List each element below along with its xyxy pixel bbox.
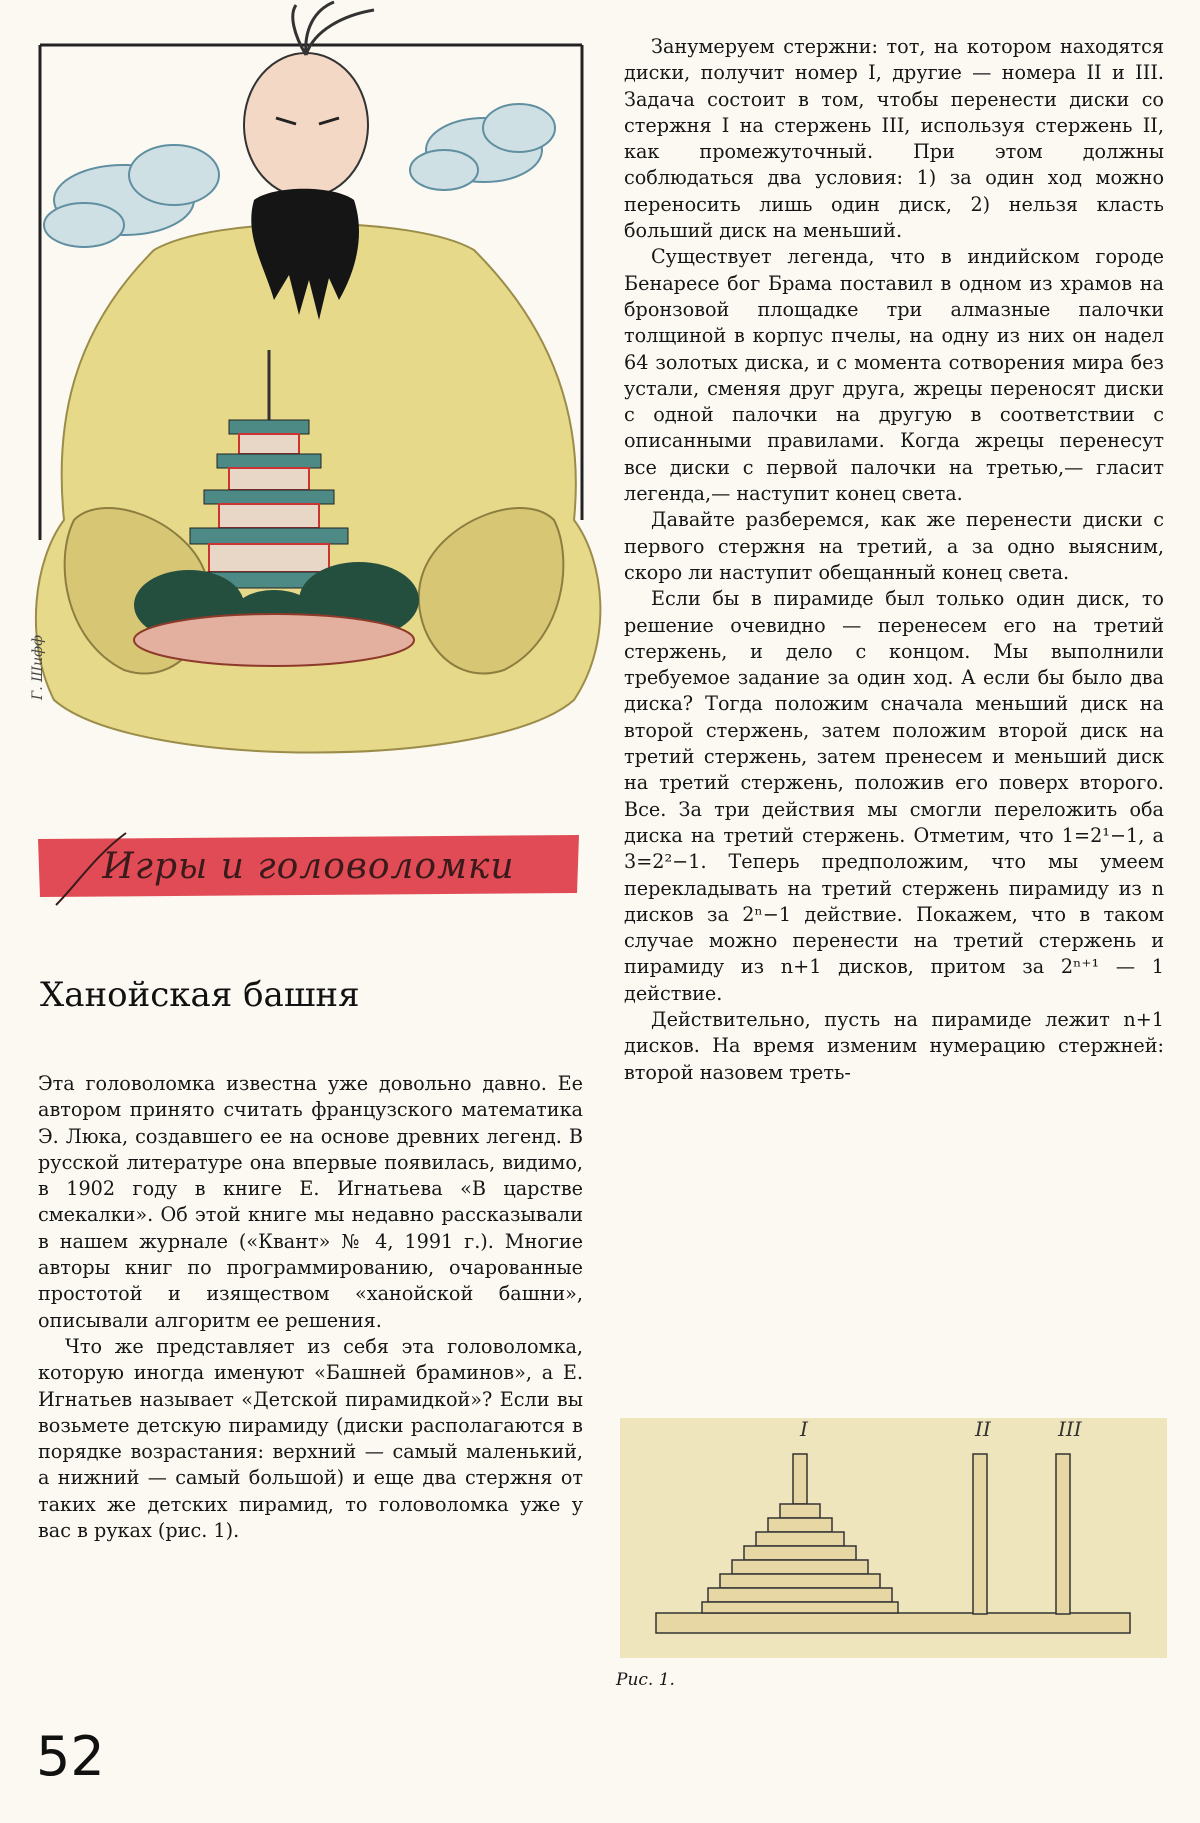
paragraph: Существует легенда, что в индийском городе Бенаресе бог Брама поставил в одном из храмов на бронзовой площадке три алмазные палочки толщиной в корпус пчелы, на одну из них он надел 64 золотых диска, и с момента сотворения мира без устали, сменяя друг друга, жрецы переносят диски с одной палочки на другую в соответствии с описанными правилами. Когда жрецы перенесут все диски с первой палочки на третью,— гласит легенда,— наступит конец света. [624, 245, 1164, 506]
hair-topknot-icon [293, 2, 374, 55]
peg-3 [1056, 1454, 1070, 1614]
right-column [624, 34, 1164, 1086]
paragraph: Если бы в пирамиде был только один диск, то решение очевидно — перенесем его на третий стержень, и дело с концом. Мы выполнили требуемое задание за один ход. А если бы было два диска? Тогда положим сначала меньший диск на второй стержень, затем положим второй диск на третий стержень, затем пренесем и меньший диск на третий стержень, положив его поверх второго. Все. За три действия мы смогли переложить оба диска на третий стержень. Отметим, что 1=2¹−1, а 3=2²−1. Теперь предположим, что мы умеем перекладывать на третий стержень пирамиду из n дисков за 2ⁿ−1 действие. Покажем, что в таком случае можно перенести на третий стержень и пирамиду из n+1 дисков, притом за 2ⁿ⁺¹ — 1 действие. [624, 587, 1164, 1005]
disk [744, 1546, 856, 1560]
page-number: 52 [36, 1725, 105, 1788]
left-column [38, 1071, 583, 1544]
paragraph: Действительно, пусть на пирамиде лежит n+1 дисков. На время изменим нумерацию стержней: второй назовем треть- [624, 1007, 1164, 1084]
paragraph: Эта головоломка известна уже довольно давно. Ее автором принято считать французского математика Э. Люка, создавшего ее на основе древних легенд. В русской литературе она впервые появилась, видимо, в 1902 году в книге Е. Игнатьева «В царстве смекалки». Об этой книге мы недавно рассказывали в нашем журнале («Квант» № 4, 1991 г.). Многие авторы книг по программированию, очарованные простотой и изяществом «ханойской башни», описывали алгоритм ее решения. [38, 1072, 583, 1332]
left-cloud [44, 145, 219, 247]
peg-label-2: II [975, 1418, 991, 1441]
peg-2 [973, 1454, 987, 1614]
peg-1 [793, 1454, 807, 1504]
disk [702, 1602, 898, 1613]
sage-pagoda-illustration [14, 0, 616, 770]
disk [780, 1504, 820, 1518]
sage-head [244, 53, 368, 197]
banner-label: Игры и головоломки [102, 845, 515, 887]
paragraph: Занумеруем стержни: тот, на котором находятся диски, получит номер I, другие — номера II и III. Задача состоит в том, чтобы перенести диски со стержня I на стержень III, используя стержень II, как промежуточный. При этом должны соблюдаться два условия: 1) за один ход можно переносить лишь один диск, 2) нельзя класть больший диск на меньший. [624, 35, 1164, 243]
banner-label-wrap [36, 825, 581, 907]
paragraph: Что же представляет из себя эта головоломка, которую иногда именуют «Башней браминов», а Е. Игнатьев называет «Детской пирамидкой»? Если вы возьмете детскую пирамиду (диски располагаются в порядке возрастания: верхний — самый маленький, а нижний — самый большой) и еще два стержня от таких же детских пирамид, то головоломка уже у вас в руках (рис. 1). [38, 1334, 583, 1543]
base-board [656, 1613, 1130, 1633]
peg-label-1: I [800, 1418, 808, 1441]
paragraph: Давайте разберемся, как же перенести диски с первого стержня на третий, а за одно выясним, скоро ли наступит обещанный конец света. [624, 508, 1164, 584]
disk [732, 1560, 868, 1574]
pagoda-base [134, 614, 414, 666]
disk [768, 1518, 832, 1532]
disk [708, 1588, 892, 1602]
disk [720, 1574, 880, 1588]
disk [756, 1532, 844, 1546]
hanoi-figure [620, 1418, 1167, 1658]
peg-label-3: III [1058, 1418, 1082, 1441]
artist-signature: Г. Шифф [30, 634, 46, 700]
figure-caption: Рис. 1. [616, 1670, 675, 1690]
article-title: Ханойская башня [40, 975, 360, 1015]
right-cloud [410, 104, 555, 190]
